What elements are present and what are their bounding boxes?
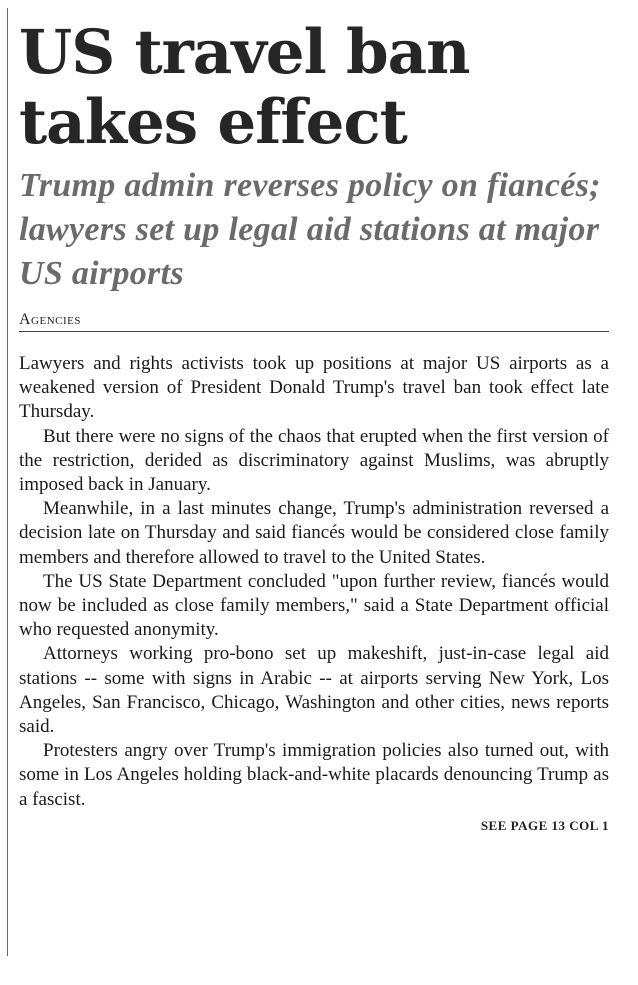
headline: US travel ban takes effect (19, 17, 470, 158)
byline: Agencies (19, 311, 609, 332)
article-body (19, 352, 609, 812)
paragraph: But there were no signs of the chaos that erupted when the first version of the restriction, derided as discriminatory against Muslims, was abruptly imposed back in January. (19, 425, 609, 496)
subheadline: Trump admin reverses policy on fiancés; lawyers set up legal aid stations at major US airports (19, 167, 601, 292)
paragraph: Protesters angry over Trump's immigration policies also turned out, with some in Los Angeles holding black-and-white placards denouncing Trump as a fascist. (19, 740, 609, 810)
paragraph: Lawyers and rights activists took up positions at major US airports as a weakened version of President Donald Trump's travel ban took effect late Thursday. (19, 353, 609, 423)
news-article (19, 18, 609, 834)
continued-on-page-line: SEE PAGE 13 COL 1 (480, 817, 609, 833)
paragraph: The US State Department concluded "upon further review, fiancés would now be included as close family members," said a State Department official who requested anonymity. (19, 570, 609, 641)
column-rule (7, 8, 8, 956)
paragraph: Attorneys working pro-bono set up makeshift, just-in-case legal aid stations -- some with signs in Arabic -- at airports serving New York, Los Angeles, San Francisco, Chicago, Washington and other cities, news reports said. (19, 643, 609, 738)
paragraph: Meanwhile, in a last minutes change, Trump's administration reversed a decision late on Thursday and said fiancés would be considered close family members and therefore allowed to travel to the United States. (19, 498, 609, 568)
